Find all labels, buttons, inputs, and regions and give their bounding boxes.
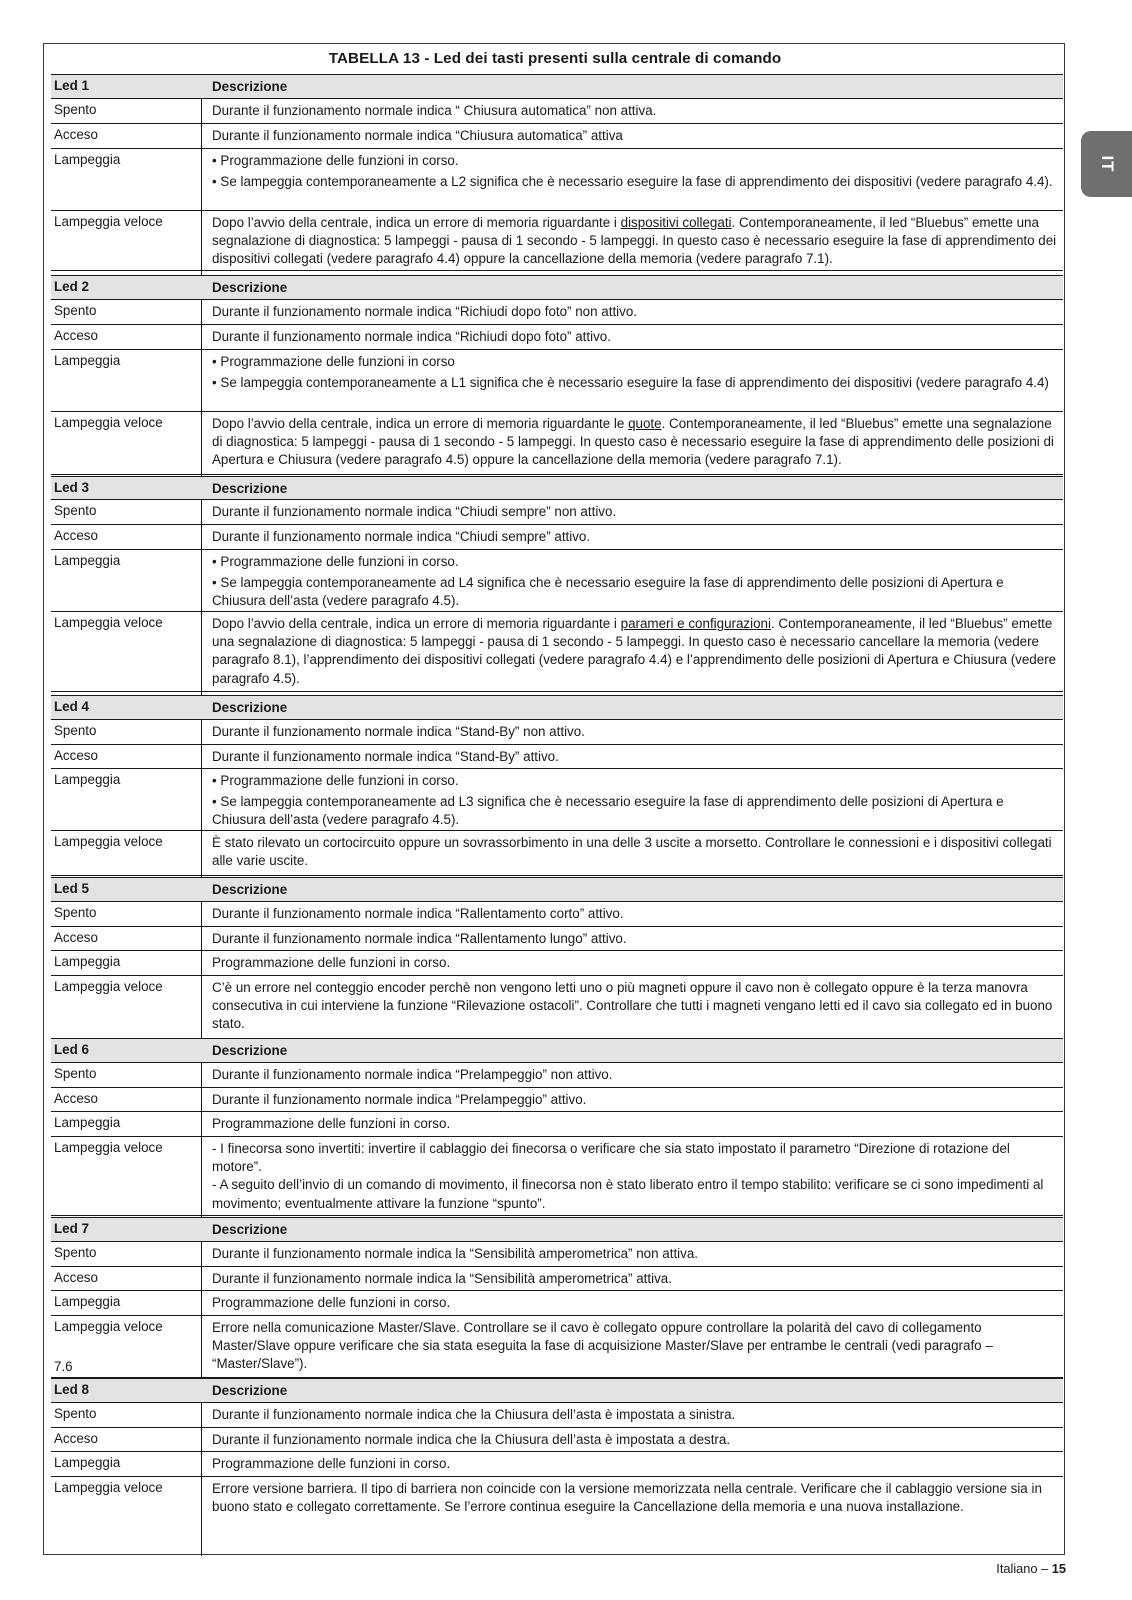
led-state: Lampeggia	[54, 772, 121, 787]
description-paragraph: Durante il funzionamento normale indica “Richiudi dopo foto” non attivo.	[212, 304, 638, 319]
table-row	[51, 1242, 1063, 1267]
led-state: Spento	[54, 303, 97, 318]
table-row	[51, 831, 1063, 876]
led-group-header	[51, 1038, 1063, 1063]
table-row	[51, 300, 1063, 325]
state-description	[212, 930, 1060, 948]
state-description	[212, 1294, 1060, 1312]
description-header: Descrizione	[212, 1383, 288, 1398]
led-group-header	[51, 1217, 1063, 1242]
state-description	[212, 553, 1060, 611]
table-row	[51, 550, 1063, 612]
description-line: - A seguito dell’invio di un comando di movimento, il finecorsa non è stato liberato entro il tempo stabilito: verificare se ci sono impedimenti al movimento; eventualmente attivare la funzione “spunto”.	[212, 1177, 1044, 1211]
state-description	[212, 1245, 1060, 1263]
table-row	[51, 325, 1063, 350]
led-state: Acceso	[54, 328, 98, 343]
table-row	[51, 149, 1063, 211]
table-row	[51, 412, 1063, 475]
led-state: Acceso	[54, 748, 98, 763]
state-description	[212, 723, 1060, 741]
table-row	[51, 769, 1063, 831]
led-table	[43, 43, 1065, 1555]
description-text: . Contemporaneamente, il led “Bluebus” emette una segnalazione di diagnostica: 5 lampeggi - pausa di 1 secondo - 5 lampeggi. In questo caso è necessario eseguire la fase di apprendimento delle posizioni di Apertura e Chiusura (vedere paragrafo 4.5) oppure la cancellazione della memoria (vedere paragrafo 7.1).	[212, 416, 1054, 468]
led-name: Led 8	[54, 1382, 89, 1397]
state-description	[212, 748, 1060, 766]
led-state: Lampeggia	[54, 353, 121, 368]
page-number: 15	[1051, 1561, 1066, 1576]
state-description	[212, 152, 1060, 191]
description-paragraph: Durante il funzionamento normale indica “Stand-By” non attivo.	[212, 724, 585, 739]
led-state: Spento	[54, 102, 97, 117]
led-state: Lampeggia veloce	[54, 615, 163, 630]
table-row	[51, 1477, 1063, 1556]
description-paragraph: È stato rilevato un cortocircuito oppure un sovrassorbimento in una delle 3 uscite a morsetto. Controllare le connessioni e i dispositivi collegati alle varie uscite.	[212, 835, 1052, 869]
description-text: . Contemporaneamente, il led “Bluebus” emette una segnalazione di diagnostica: 5 lampeggi - pausa di 1 secondo - 5 lampeggi. In questo caso è necessario cancellare la memoria (vedere paragrafo 8.1), l’apprendimento dei dispositivi collegati (vedere paragrafo 4.4) e l’apprendimento delle posizioni di Apertura e Chiusura (vedere paragrafo 4.5).	[212, 616, 1057, 686]
description-paragraph: Programmazione delle funzioni in corso.	[212, 1116, 451, 1131]
table-row	[51, 1403, 1063, 1428]
state-description	[212, 328, 1060, 346]
led-state: Lampeggia	[54, 553, 121, 568]
table-row	[51, 745, 1063, 769]
state-description	[212, 1431, 1060, 1449]
table-row	[51, 976, 1063, 1039]
table-row	[51, 124, 1063, 149]
state-description	[212, 214, 1060, 269]
state-description	[212, 979, 1060, 1034]
description-paragraph: Durante il funzionamento normale indica che la Chiusura dell’asta è impostata a destra.	[212, 1432, 731, 1447]
description-paragraph: • Se lampeggia contemporaneamente ad L4 significa che è necessario eseguire la fase di apprendimento delle posizioni di Apertura e Chiusura dell’asta (vedere paragrafo 4.5).	[212, 575, 1004, 609]
table-row	[51, 1452, 1063, 1477]
table-row	[51, 525, 1063, 550]
state-description	[212, 503, 1060, 521]
led-state: Lampeggia veloce	[54, 1480, 163, 1495]
led-group-header	[51, 275, 1063, 300]
description-paragraph: • Se lampeggia contemporaneamente a L2 significa che è necessario eseguire la fase di apprendimento dei dispositivi (vedere paragrafo 4.4).	[212, 174, 1053, 190]
table-row	[51, 1316, 1063, 1378]
led-state: Spento	[54, 503, 97, 518]
description-paragraph: Programmazione delle funzioni in corso.	[212, 1456, 451, 1471]
led-name: Led 6	[54, 1042, 89, 1057]
description-paragraph: • Programmazione delle funzioni in corso.	[212, 153, 459, 168]
table-row	[51, 902, 1063, 927]
description-paragraph: Durante il funzionamento normale indica “Stand-By” attivo.	[212, 749, 559, 764]
description-header: Descrizione	[212, 280, 288, 295]
led-state: Lampeggia veloce	[54, 979, 163, 994]
state-description	[212, 1455, 1060, 1473]
description-text: Dopo l’avvio della centrale, indica un errore di memoria riguardante i	[212, 616, 621, 631]
table-row	[51, 612, 1063, 692]
led-name: Led 2	[54, 279, 89, 294]
state-description	[212, 954, 1060, 972]
led-state: Lampeggia veloce	[54, 834, 163, 849]
description-paragraph: Durante il funzionamento normale indica la “Sensibilità amperometrica” attiva.	[212, 1271, 672, 1286]
description-paragraph: Durante il funzionamento normale indica “Prelampeggio” attivo.	[212, 1092, 587, 1107]
led-state: Lampeggia	[54, 1294, 121, 1309]
table-row	[51, 1112, 1063, 1137]
description-paragraph: Durante il funzionamento normale indica “Chiudi sempre” non attivo.	[212, 504, 617, 519]
description-paragraph: C’è un errore nel conteggio encoder perchè non vengono letti uno o più magneti oppure il cavo non è collegato oppure è la terza manovra consecutiva in cui interviene la funzione “Rilevazione ostacoli”. Controllare che tutti i magneti vengano letti ed il cavo sia collegato ed in buono stato.	[212, 980, 1053, 1032]
led-name: Led 1	[54, 78, 89, 93]
led-state: Spento	[54, 723, 97, 738]
description-text: . Contemporaneamente, il led “Bluebus” emette una segnalazione di diagnostica: 5 lampeggi - pausa di 1 secondo - 5 lampeggi. In questo caso è necessario eseguire la fase di apprendimento dei dispositivi collegati (vedere paragrafo 4.4) oppure la cancellazione della memoria (vedere paragrafo 7.1).	[212, 215, 1057, 267]
table-row	[51, 1267, 1063, 1291]
description-paragraph: Durante il funzionamento normale indica che la Chiusura dell’asta è impostata a sinistra.	[212, 1407, 736, 1422]
led-group-header	[51, 476, 1063, 500]
led-state: Spento	[54, 1245, 97, 1260]
state-description	[212, 528, 1060, 546]
led-state: Acceso	[54, 1270, 98, 1285]
description-header: Descrizione	[212, 1043, 288, 1058]
led-group-header	[51, 695, 1063, 720]
led-state: Acceso	[54, 930, 98, 945]
led-state: Spento	[54, 905, 97, 920]
paragraph-note: 7.6	[54, 1359, 73, 1374]
table-title: TABELLA 13 - Led dei tasti presenti sulla centrale di comando	[328, 50, 782, 67]
table-row	[51, 1088, 1063, 1112]
state-description	[212, 1140, 1060, 1213]
footer-language: Italiano –	[996, 1561, 1049, 1576]
description-text: Dopo l’avvio della centrale, indica un errore di memoria riguardante le	[212, 416, 629, 431]
led-state: Lampeggia veloce	[54, 214, 163, 229]
led-state: Lampeggia veloce	[54, 1319, 163, 1334]
led-state: Acceso	[54, 1431, 98, 1446]
description-paragraph: Programmazione delle funzioni in corso.	[212, 1295, 451, 1310]
page-footer	[996, 1561, 1066, 1576]
description-header: Descrizione	[212, 481, 288, 496]
state-description	[212, 303, 1060, 321]
description-text: Dopo l’avvio della centrale, indica un errore di memoria riguardante i	[212, 215, 621, 230]
led-state: Spento	[54, 1406, 97, 1421]
description-line: - I finecorsa sono invertiti: invertire il cablaggio dei finecorsa o verificare che sia stato impostato il parametro “Direzione di rotazione del motore”.	[212, 1141, 1010, 1175]
side-tab-label: IT	[1097, 155, 1117, 173]
led-state: Lampeggia	[54, 152, 121, 167]
description-paragraph: Durante il funzionamento normale indica “Chiudi sempre” attivo.	[212, 529, 591, 544]
led-state: Lampeggia veloce	[54, 415, 163, 430]
state-description	[212, 615, 1060, 688]
description-paragraph: Durante il funzionamento normale indica “Prelampeggio” non attivo.	[212, 1067, 613, 1082]
description-paragraph: • Programmazione delle funzioni in corso	[212, 354, 455, 369]
description-paragraph: Errore nella comunicazione Master/Slave. Controllare se il cavo è collegato oppure controllare la polarità del cavo di collegamento Master/Slave oppure verificare che sia stata eseguita la fase di acquisizione Master/Slave per entrambe le centrali (vedi paragrafo – “Master/Slave”).	[212, 1320, 993, 1372]
state-description	[212, 1406, 1060, 1424]
state-description	[212, 772, 1060, 830]
table-row	[51, 99, 1063, 124]
table-row	[51, 927, 1063, 951]
state-description	[212, 127, 1060, 145]
description-paragraph: Durante il funzionamento normale indica “ Chiusura automatica” non attiva.	[212, 103, 657, 118]
description-paragraph: Durante il funzionamento normale indica “Rallentamento lungo” attivo.	[212, 931, 627, 946]
description-paragraph: Durante il funzionamento normale indica la “Sensibilità amperometrica” non attiva.	[212, 1246, 699, 1261]
underlined-term: dispositivi collegati	[620, 215, 732, 230]
table-row	[51, 1063, 1063, 1088]
state-description	[212, 1115, 1060, 1133]
underlined-term: parameri e configurazioni	[620, 616, 771, 631]
table-row	[51, 500, 1063, 525]
state-description	[212, 834, 1060, 870]
state-description	[212, 415, 1060, 470]
led-group-header	[51, 877, 1063, 902]
state-description	[212, 1066, 1060, 1084]
state-description	[212, 905, 1060, 923]
led-state: Spento	[54, 1066, 97, 1081]
led-name: Led 3	[54, 480, 89, 495]
led-state: Acceso	[54, 127, 98, 142]
description-paragraph: • Programmazione delle funzioni in corso.	[212, 773, 459, 788]
description-paragraph: Programmazione delle funzioni in corso.	[212, 955, 451, 970]
led-group-header	[51, 1378, 1063, 1403]
table-row	[51, 951, 1063, 976]
description-header: Descrizione	[212, 79, 288, 94]
state-description	[212, 1480, 1060, 1516]
led-name: Led 5	[54, 881, 89, 896]
led-group-header	[51, 74, 1063, 99]
led-state: Acceso	[54, 1091, 98, 1106]
table-row	[51, 720, 1063, 745]
led-name: Led 4	[54, 699, 89, 714]
description-paragraph: Errore versione barriera. Il tipo di barriera non coincide con la versione memorizzata nella centrale. Verificare che il cablaggio versione sia in buono stato e collegato correttamente. Se l’errore continua eseguire la Cancellazione della memoria e una nuova installazione.	[212, 1481, 1042, 1515]
led-state: Lampeggia veloce	[54, 1140, 163, 1155]
table-row	[51, 1428, 1063, 1452]
description-header: Descrizione	[212, 700, 288, 715]
state-description	[212, 1270, 1060, 1288]
led-state: Lampeggia	[54, 954, 121, 969]
state-description	[212, 353, 1060, 392]
description-paragraph: • Programmazione delle funzioni in corso.	[212, 554, 459, 569]
underlined-term: quote	[628, 416, 662, 431]
table-row	[51, 350, 1063, 412]
table-row	[51, 211, 1063, 271]
description-header: Descrizione	[212, 882, 288, 897]
state-description	[212, 1319, 1060, 1374]
description-paragraph: • Se lampeggia contemporaneamente ad L3 significa che è necessario eseguire la fase di apprendimento delle posizioni di Apertura e Chiusura dell’asta (vedere paragrafo 4.5).	[212, 794, 1004, 828]
description-paragraph: Durante il funzionamento normale indica “Chiusura automatica” attiva	[212, 128, 623, 143]
table-row	[51, 1137, 1063, 1216]
led-state: Lampeggia	[54, 1455, 121, 1470]
state-description	[212, 102, 1060, 120]
description-paragraph: Durante il funzionamento normale indica “Richiudi dopo foto” attivo.	[212, 329, 611, 344]
table-row	[51, 1291, 1063, 1316]
led-state: Acceso	[54, 528, 98, 543]
language-side-tab	[1081, 131, 1132, 197]
led-state: Lampeggia	[54, 1115, 121, 1130]
led-name: Led 7	[54, 1221, 89, 1236]
description-paragraph: • Se lampeggia contemporaneamente a L1 significa che è necessario eseguire la fase di apprendimento dei dispositivi (vedere paragrafo 4.4)	[212, 375, 1049, 391]
description-paragraph: Durante il funzionamento normale indica “Rallentamento corto” attivo.	[212, 906, 624, 921]
description-header: Descrizione	[212, 1222, 288, 1237]
state-description	[212, 1091, 1060, 1109]
